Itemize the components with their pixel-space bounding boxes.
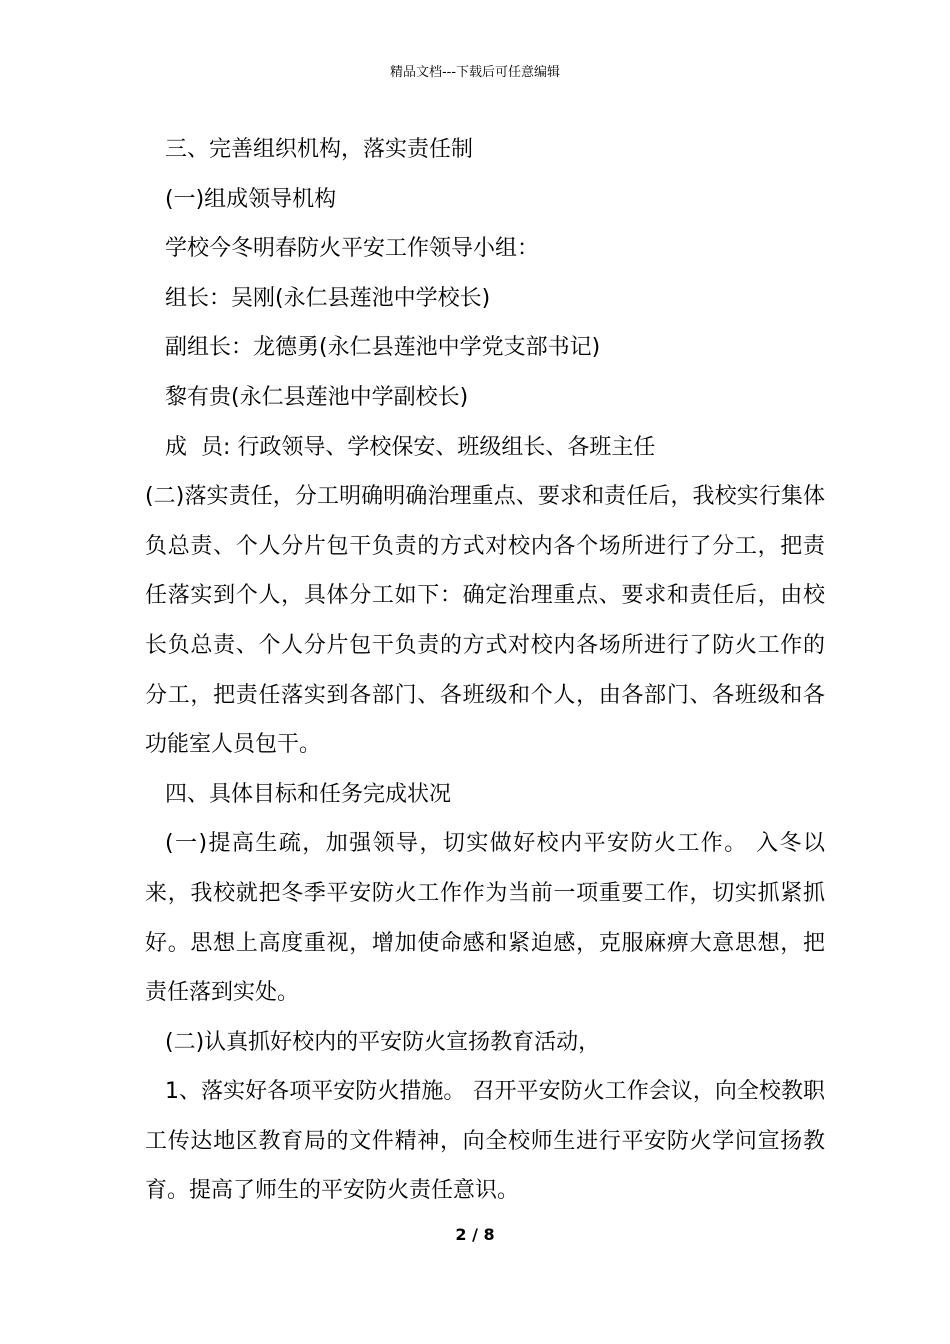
paragraph: 学校今冬明春防火平安工作领导小组： <box>165 236 540 262</box>
paragraph: 成 员: 行政领导、学校保安、班级组长、各班主任 <box>165 434 656 460</box>
paragraph: 组长：吴刚(永仁县莲池中学校长) <box>165 285 491 311</box>
section-heading-3: 三、完善组织机构，落实责任制 <box>165 137 474 162</box>
paragraph: 副组长：龙德勇(永仁县莲池中学党支部书记) <box>165 335 601 361</box>
paragraph: (一)提高生疏，加强领导，切实做好校内平安防火工作。 入冬以来，我校就把冬季平安防火工作作为当前一项重要工作，切实抓紧抓好。思想上高度重视，增加使命感和紧迫感，克服麻痹大意思想，把责任落到实处。 <box>145 831 825 1006</box>
section-heading-4: 四、具体目标和任务完成状况 <box>165 781 452 807</box>
document-body <box>145 125 825 1216</box>
paragraph: (二)认真抓好校内的平安防火宣扬教育活动， <box>165 1029 601 1055</box>
paragraph: 黎有贵(永仁县莲池中学副校长) <box>165 384 469 410</box>
paragraph: 1、落实好各项平安防火措施。 召开平安防火工作会议，向全校教职工传达地区教育局的文件精神，向全校师生进行平安防火学问宣扬教育。提高了师生的平安防火责任意识。 <box>145 1079 825 1204</box>
page-header: 精品文档---下载后可任意编辑 <box>389 65 561 80</box>
page-number: 2 / 8 <box>455 1225 495 1244</box>
subsection-heading: (一)组成领导机构 <box>165 186 337 212</box>
paragraph: (二)落实责任，分工明确明确治理重点、要求和责任后，我校实行集体负总责、个人分片包干负责的方式对校内各个场所进行了分工，把责任落实到个人，具体分工如下：确定治理重点、要求和责任后，由校长负总责、个人分片包干负责的方式对校内各场所进行了防火工作的分工，把责任落实到各部门、各班级和个人，由各部门、各班级和各功能室人员包干。 <box>145 484 825 758</box>
